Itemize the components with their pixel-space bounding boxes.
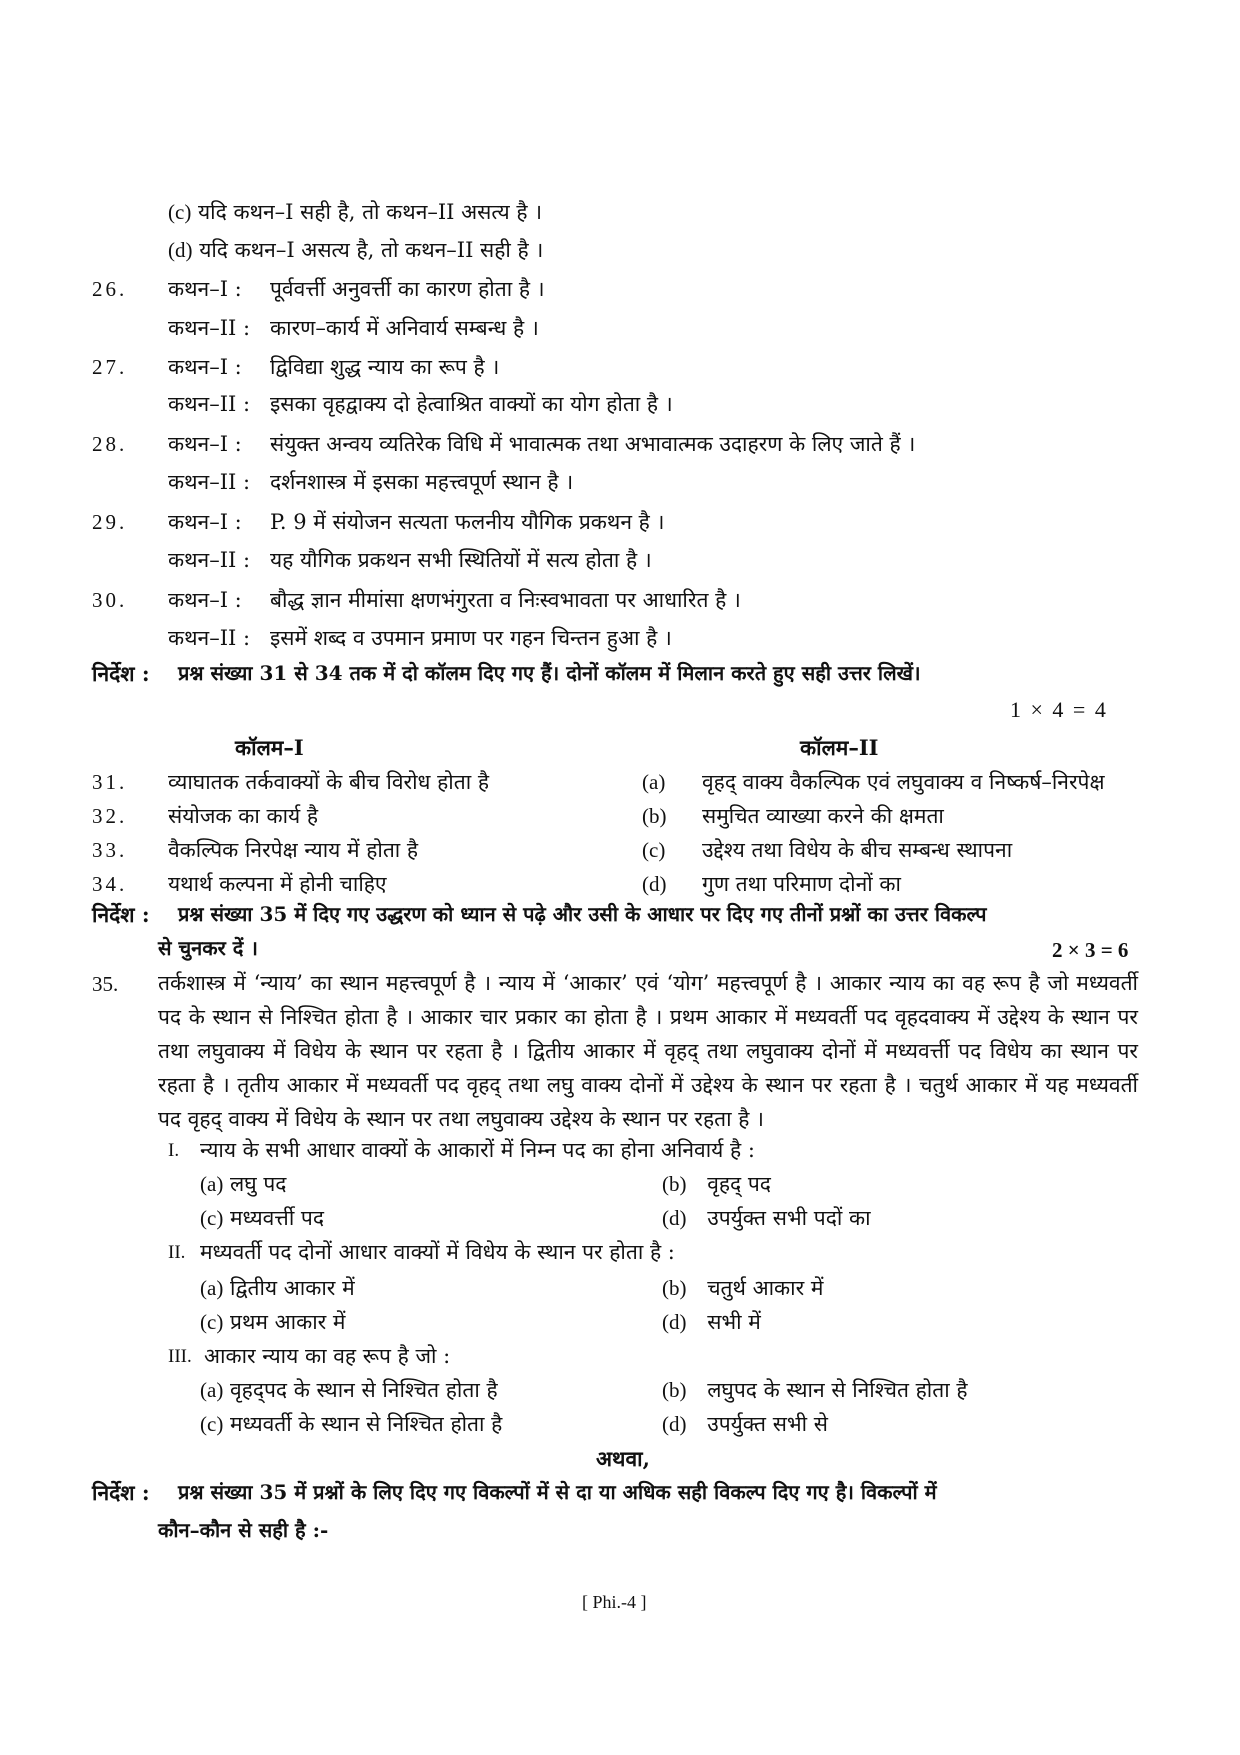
direction-text: प्रश्न संख्या 31 से 34 तक में दो कॉलम दिए गए हैं। दोनों कॉलम में मिलान करते हुए सही उत्तर लिखें। — [178, 661, 921, 685]
option-c — [200, 1206, 324, 1231]
direction-text-line-2: कौन–कौन से सही है :- — [158, 1518, 329, 1542]
column-2-item: समुचित व्याख्या करने की क्षमता — [702, 804, 944, 828]
direction-label: निर्देश : — [92, 1480, 150, 1505]
column-2-letter: (a) — [642, 770, 666, 794]
question-number: 33. — [92, 838, 128, 862]
passage-text: तर्कशास्त्र में ‘न्याय’ का स्थान महत्त्वपूर्ण है । न्याय में ‘आकार’ एवं ‘योग’ महत्त्वपूर्ण है । आकार न्याय का वह रूप है जो मध्यवर्ती पद के स्थान से निश्चित होता है । आकार चार प्रकार का होता है । प्रथम आकार में मध्यवर्ती पद वृहदवाक्य में उद्देश्य के स्थान पर तथा लघुवाक्य में विधेय के स्थान पर रहता है । द्वितीय आकार में वृहद् तथा लघुवाक्य दोनों में मध्यवर्त्ती पद विधेय का स्थान पर रहता है । तृतीय आकार में मध्यवर्ती पद वृहद् तथा लघु वाक्य दोनों में उद्देश्य के स्थान पर रहता है । चतुर्थ आकार में यह मध्यवर्ती पद वृहद् वाक्य में विधेय के स्थान पर तथा लघुवाक्य उद्देश्य के स्थान पर रहता है । — [158, 971, 1138, 1131]
statement-1-label: कथन–I : — [168, 510, 242, 534]
option-text: लघुपद के स्थान से निश्चित होता है — [707, 1378, 968, 1402]
marks: 1 × 4 = 4 — [1010, 697, 1108, 722]
question-number: 30. — [92, 588, 128, 612]
question-number: 29. — [92, 510, 128, 534]
option-text: मध्यवर्ती के स्थान से निश्चित होता है — [230, 1412, 503, 1436]
option-letter: (c) — [200, 1310, 224, 1334]
option-c-line — [168, 200, 542, 225]
option-b — [662, 1172, 771, 1197]
column-2-item: उद्देश्य तथा विधेय के बीच सम्बन्ध स्थापना — [702, 838, 1013, 862]
option-letter: (a) — [200, 1378, 224, 1402]
column-1-header: कॉलम–I — [235, 735, 304, 760]
subquestion-text: आकार न्याय का वह रूप है जो : — [204, 1344, 451, 1368]
statement-1-label: कथन–I : — [168, 355, 242, 379]
statement-2-text: इसमें शब्द व उपमान प्रमाण पर गहन चिन्तन हुआ है । — [270, 626, 672, 650]
option-b — [662, 1378, 967, 1403]
column-2-header: कॉलम–II — [800, 735, 879, 760]
statement-2-text: कारण–कार्य में अनिवार्य सम्बन्ध है । — [270, 316, 539, 340]
option-a — [200, 1172, 286, 1197]
subquestion-numeral: II. — [168, 1242, 186, 1263]
statement-1-label: कथन–I : — [168, 588, 242, 612]
direction-text-line-1: प्रश्न संख्या 35 में प्रश्नों के लिए दिए गए विकल्पों में से दा या अधिक सही विकल्प दिए गए है। विकल्पों में — [178, 1480, 937, 1504]
column-2-letter: (b) — [642, 804, 667, 828]
direction-text-line-1: प्रश्न संख्या 35 में दिए गए उद्धरण को ध्यान से पढ़े और उसी के आधार पर दिए गए तीनों प्रश्नों का उत्तर विकल्प — [178, 902, 987, 926]
question-number: 35. — [92, 972, 119, 996]
subquestion-text: मध्यवर्ती पद दोनों आधार वाक्यों में विधेय के स्थान पर होता है : — [200, 1240, 675, 1264]
question-number: 32. — [92, 804, 128, 828]
subquestion-numeral: III. — [168, 1346, 192, 1367]
column-2-item: वृहद् वाक्य वैकल्पिक एवं लघुवाक्य व निष्कर्ष–निरपेक्ष — [702, 770, 1105, 794]
option-letter: (b) — [662, 1276, 687, 1300]
option-letter: (b) — [662, 1378, 687, 1402]
option-letter: (c) — [200, 1206, 224, 1230]
statement-1-text: P. 9 में संयोजन सत्यता फलनीय यौगिक प्रकथन है । — [270, 510, 665, 534]
option-text: वृहद् पद — [707, 1172, 771, 1196]
page-footer: [ Phi.-4 ] — [582, 1592, 647, 1612]
option-d-line — [168, 238, 543, 263]
statement-2-label: कथन–II : — [168, 316, 251, 340]
statement-2-label: कथन–II : — [168, 626, 251, 650]
statement-1-label: कथन–I : — [168, 277, 242, 301]
question-number: 34. — [92, 872, 128, 896]
option-text: उपर्युक्त सभी पदों का — [707, 1206, 871, 1230]
option-letter: (c) — [200, 1412, 224, 1436]
question-number: 28. — [92, 432, 128, 456]
option-letter: (c) — [168, 200, 192, 224]
statement-1-text: द्विविद्या शुद्ध न्याय का रूप है । — [270, 355, 500, 379]
question-number: 31. — [92, 770, 128, 794]
option-text: उपर्युक्त सभी से — [707, 1412, 828, 1436]
option-text: वृहद्पद के स्थान से निश्चित होता है — [230, 1378, 498, 1402]
option-a — [200, 1378, 498, 1403]
statement-1-text: पूर्ववर्त्ती अनुवर्त्ती का कारण होता है । — [270, 277, 545, 301]
question-number: 27. — [92, 355, 128, 379]
statement-2-label: कथन–II : — [168, 470, 251, 494]
statement-1-text: संयुक्त अन्वय व्यतिरेक विधि में भावात्मक तथा अभावात्मक उदाहरण के लिए जाते हैं । — [270, 432, 916, 456]
option-letter: (d) — [662, 1206, 687, 1230]
option-b — [662, 1276, 823, 1301]
column-2-item: गुण तथा परिमाण दोनों का — [702, 872, 901, 896]
option-text: यदि कथन–I सही है, तो कथन–II असत्य है । — [198, 200, 543, 224]
direction-label: निर्देश : — [92, 902, 150, 927]
option-d — [662, 1412, 828, 1437]
marks: 2 × 3 = 6 — [1052, 938, 1129, 962]
subquestion-numeral: I. — [168, 1140, 180, 1161]
option-letter: (d) — [662, 1310, 687, 1334]
statement-2-label: कथन–II : — [168, 392, 251, 416]
statement-2-text: दर्शनशास्त्र में इसका महत्त्वपूर्ण स्थान है । — [270, 470, 574, 494]
option-text: लघु पद — [230, 1172, 287, 1196]
statement-2-text: इसका वृहद्वाक्य दो हेत्वाश्रित वाक्यों का योग होता है । — [270, 392, 673, 416]
option-letter: (d) — [168, 238, 193, 262]
or-separator: अथवा, — [596, 1446, 650, 1471]
column-1-item: यथार्थ कल्पना में होनी चाहिए — [168, 872, 387, 896]
option-text: द्वितीय आकार में — [230, 1276, 355, 1300]
option-letter: (d) — [662, 1412, 687, 1436]
statement-2-text: यह यौगिक प्रकथन सभी स्थितियों में सत्य होता है । — [270, 548, 652, 572]
column-2-letter: (c) — [642, 838, 666, 862]
column-1-item: व्याघातक तर्कवाक्यों के बीच विरोध होता है — [168, 770, 489, 794]
statement-2-label: कथन–II : — [168, 548, 251, 572]
statement-1-text: बौद्ध ज्ञान मीमांसा क्षणभंगुरता व निःस्वभावता पर आधारित है । — [270, 588, 741, 612]
option-letter: (b) — [662, 1172, 687, 1196]
option-c — [200, 1310, 345, 1335]
option-d — [662, 1206, 871, 1231]
direction-label: निर्देश : — [92, 661, 150, 686]
option-letter: (a) — [200, 1172, 224, 1196]
subquestion-text: न्याय के सभी आधार वाक्यों के आकारों में निम्न पद का होना अनिवार्य है : — [200, 1138, 755, 1162]
option-letter: (a) — [200, 1276, 224, 1300]
statement-1-label: कथन–I : — [168, 432, 242, 456]
column-1-item: संयोजक का कार्य है — [168, 804, 319, 828]
direction-text-line-2: से चुनकर दें । — [158, 936, 258, 960]
option-text: मध्यवर्त्ती पद — [230, 1206, 325, 1230]
option-text: प्रथम आकार में — [230, 1310, 346, 1334]
question-number: 26. — [92, 277, 128, 301]
option-d — [662, 1310, 761, 1335]
option-text: चतुर्थ आकार में — [707, 1276, 824, 1300]
column-2-letter: (d) — [642, 872, 667, 896]
option-c — [200, 1412, 502, 1437]
option-text: सभी में — [707, 1310, 761, 1334]
option-a — [200, 1276, 355, 1301]
option-text: यदि कथन–I असत्य है, तो कथन–II सही है । — [199, 238, 544, 262]
column-1-item: वैकल्पिक निरपेक्ष न्याय में होता है — [168, 838, 419, 862]
